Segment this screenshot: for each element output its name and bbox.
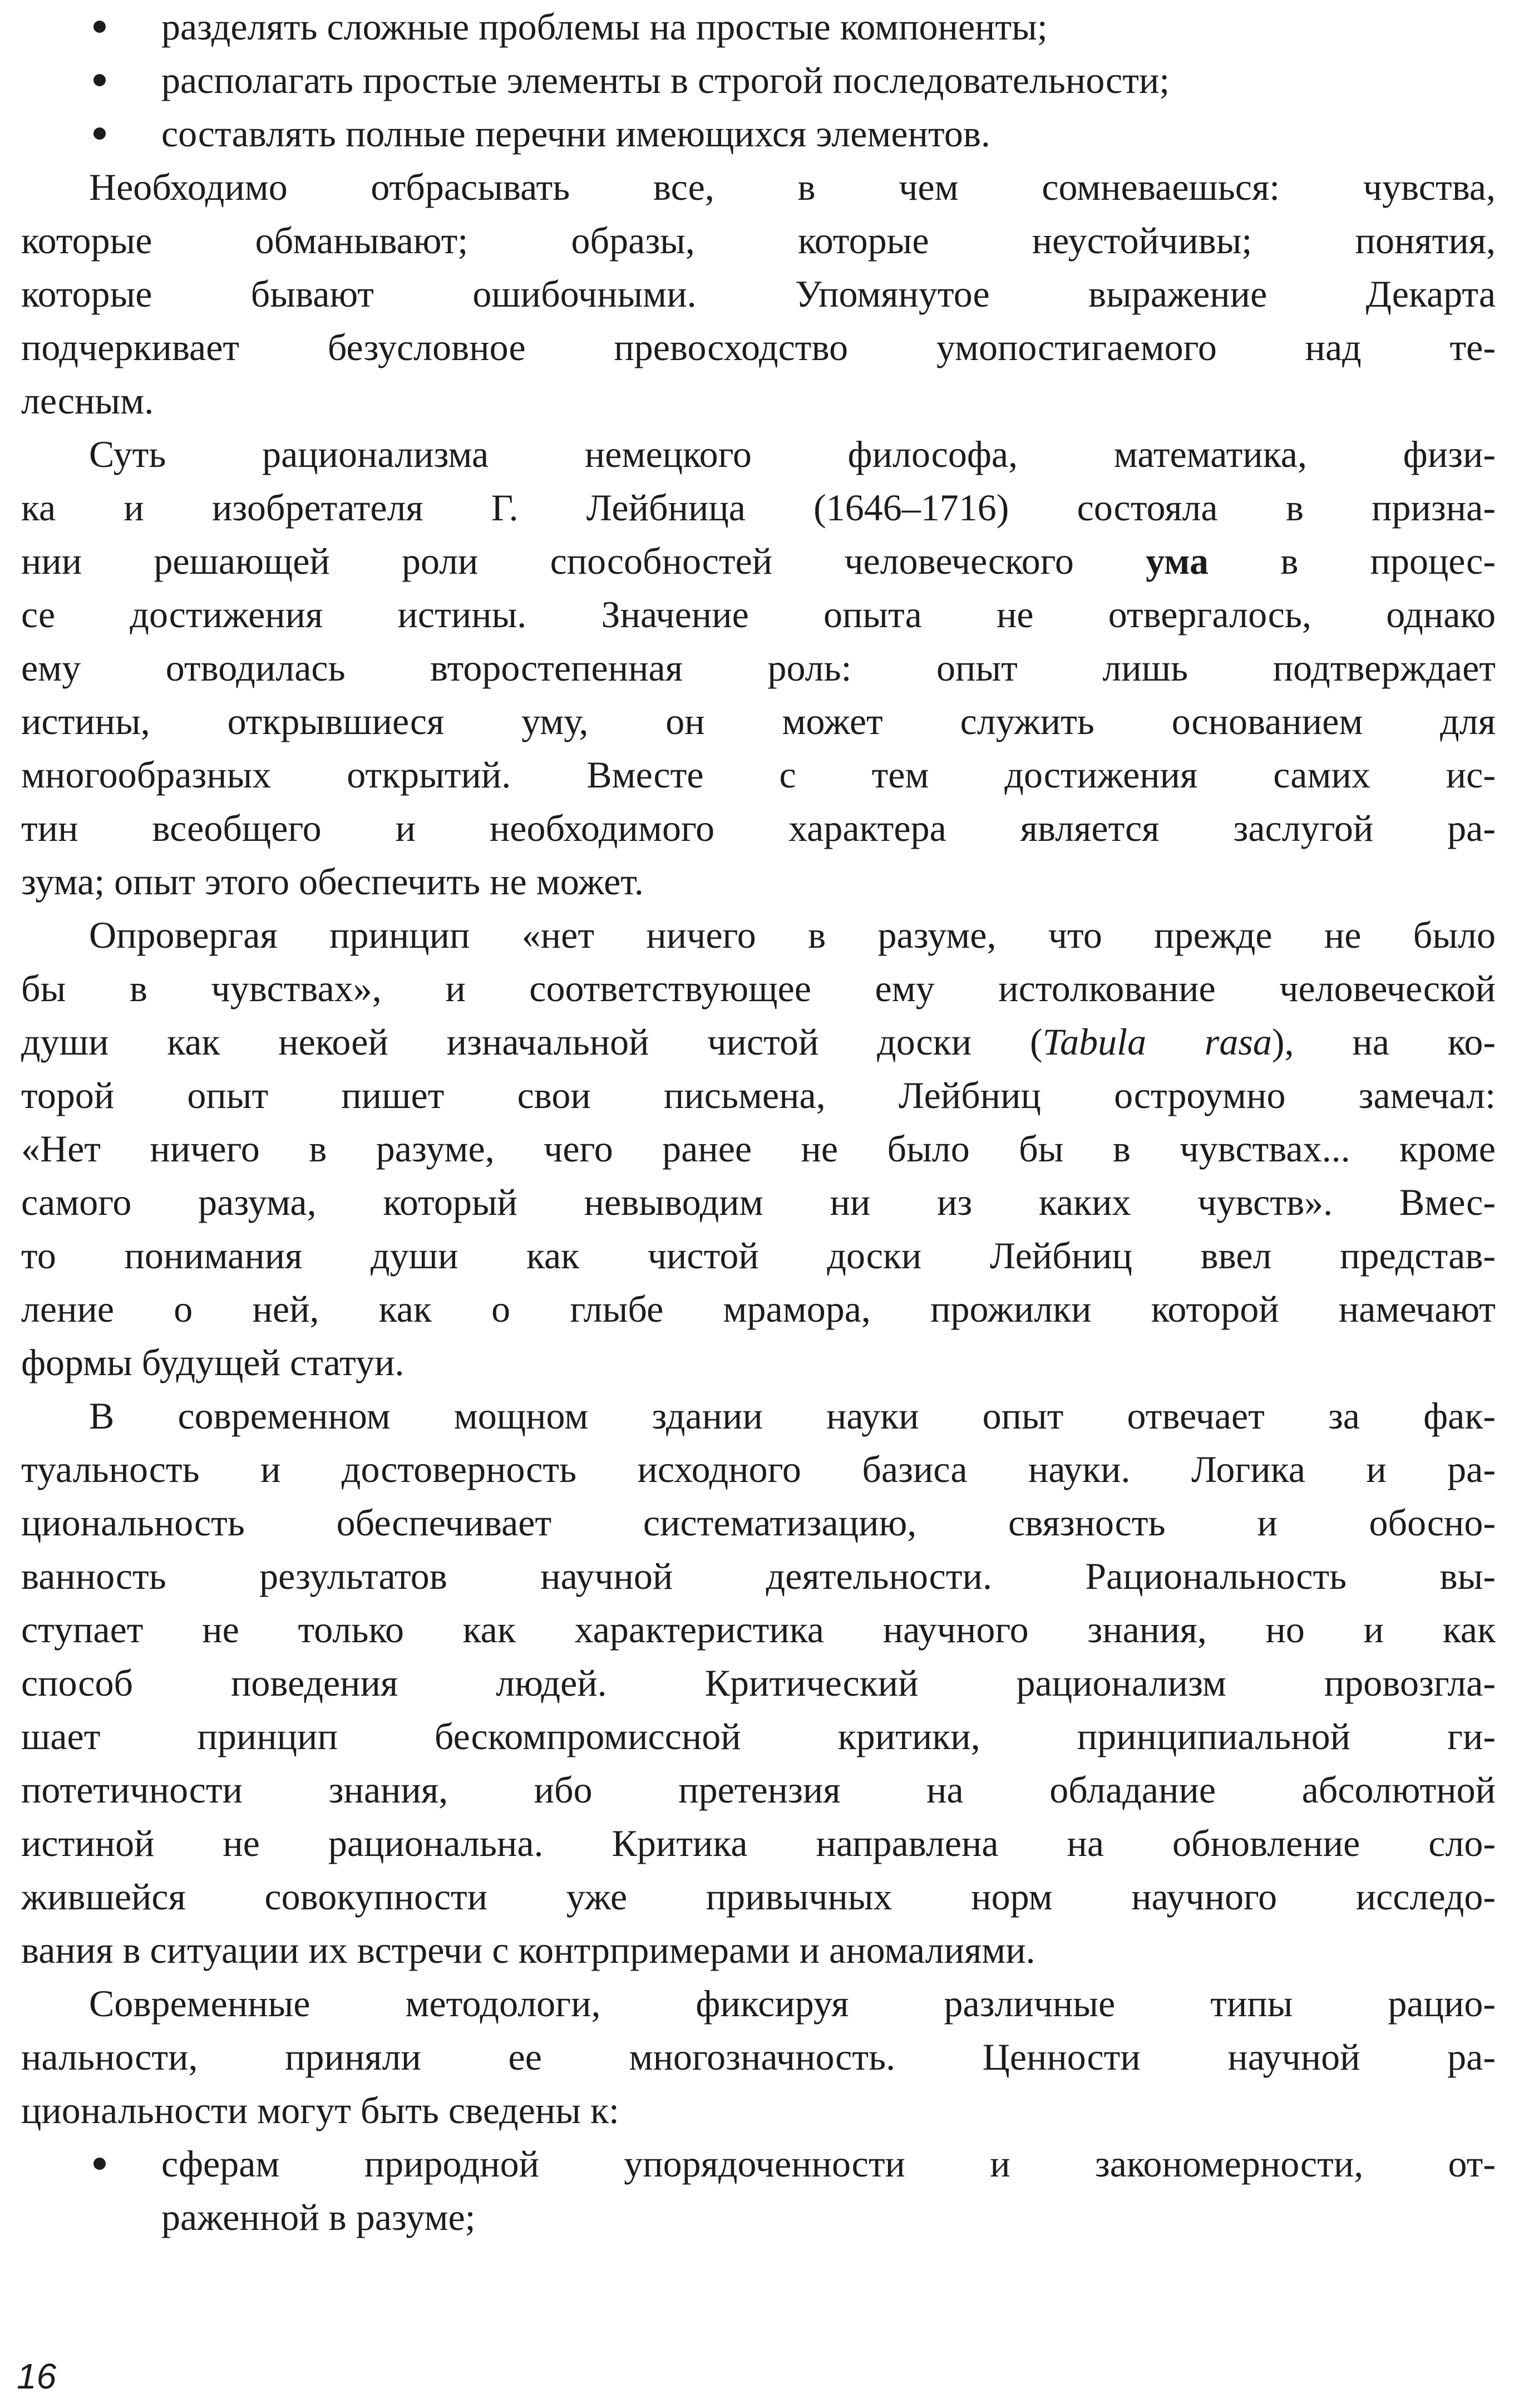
paragraph-line: которые бывают ошибочными. Упомянутое выражение Декарта bbox=[21, 273, 1496, 315]
paragraph-line: циональности могут быть сведены к: bbox=[21, 2089, 619, 2131]
paragraph bbox=[21, 160, 1496, 427]
paragraph-line: В современном мощном здании науки опыт отвечает за фак- bbox=[89, 1395, 1496, 1437]
text-run: в процес- bbox=[1209, 540, 1496, 582]
paragraph-line bbox=[21, 1015, 1496, 1068]
text-run: ), на ко- bbox=[1271, 1021, 1496, 1063]
italic-term: Tabula rasa bbox=[1042, 1021, 1272, 1063]
paragraph-line: потетичности знания, ибо претензия на обладание абсолютной bbox=[21, 1769, 1496, 1811]
paragraph-line: жившейся совокупности уже привычных норм научного исследо- bbox=[21, 1875, 1496, 1918]
paragraph-line: ление о ней, как о глыбе мрамора, прожилки которой намечают bbox=[21, 1288, 1496, 1330]
paragraph-line: торой опыт пишет свои письмена, Лейбниц остроумно замечал: bbox=[21, 1074, 1496, 1116]
bullet-icon bbox=[93, 2158, 106, 2170]
paragraph-line: подчеркивает безусловное превосходство умопостигаемого над те- bbox=[21, 326, 1496, 368]
bullet-icon bbox=[93, 21, 106, 33]
paragraph-line: бы в чувствах», и соответствующее ему истолкование человеческой bbox=[21, 967, 1496, 1010]
paragraph-line: циональность обеспечивает систематизацию, связность и обосно- bbox=[21, 1501, 1496, 1544]
paragraph-line: ступает не только как характеристика научного знания, но и как bbox=[21, 1608, 1496, 1651]
list-item-text: располагать простые элементы в строгой последовательности; bbox=[161, 59, 1170, 101]
list-item-line: раженной в разуме; bbox=[161, 2196, 476, 2238]
paragraph-line: тин всеобщего и необходимого характера является заслугой ра- bbox=[21, 807, 1496, 849]
bullet-icon bbox=[93, 74, 106, 86]
paragraph-line: ванность результатов научной деятельности. Рациональность вы- bbox=[21, 1555, 1496, 1597]
paragraph-line: которые обманывают; образы, которые неустойчивы; понятия, bbox=[21, 219, 1496, 262]
paragraph-line: истины, открывшиеся уму, он может служить основанием для bbox=[21, 700, 1496, 742]
paragraph-line: се достижения истины. Значение опыта не отвергалось, однако bbox=[21, 593, 1496, 636]
list-item-text: составлять полные перечни имеющихся элементов. bbox=[161, 112, 990, 155]
bold-term: ума bbox=[1146, 540, 1209, 582]
list-item bbox=[21, 53, 1496, 107]
paragraph-line: лесным. bbox=[21, 380, 154, 422]
paragraph-line: Необходимо отбрасывать все, в чем сомневаешься: чувства, bbox=[89, 166, 1496, 208]
body-text bbox=[21, 0, 1496, 2244]
paragraph bbox=[21, 427, 1496, 908]
paragraph-line: «Нет ничего в разуме, чего ранее не было бы в чувствах... кроме bbox=[21, 1127, 1496, 1170]
paragraph-line: Опровергая принцип «нет ничего в разуме, что прежде не было bbox=[89, 914, 1496, 956]
paragraph-line: Суть рационализма немецкого философа, математика, физи- bbox=[89, 433, 1496, 475]
paragraph-line bbox=[21, 534, 1496, 588]
paragraph-line: шает принцип бескомпромиссной критики, принципиальной ги- bbox=[21, 1715, 1496, 1757]
list-item bbox=[21, 2137, 1496, 2244]
paragraph bbox=[21, 1389, 1496, 1977]
paragraph-line: истиной не рациональна. Критика направлена на обновление сло- bbox=[21, 1822, 1496, 1864]
paragraph-line: многообразных открытий. Вместе с тем достижения самих ис- bbox=[21, 754, 1496, 796]
paragraph-line: то понимания души как чистой доски Лейбниц ввел представ- bbox=[21, 1234, 1496, 1277]
text-run: души как некоей изначальной чистой доски ( bbox=[21, 1021, 1043, 1063]
paragraph-line: нальности, приняли ее многозначность. Ценности научной ра- bbox=[21, 2036, 1496, 2078]
paragraph-line: вания в ситуации их встречи с контрпримерами и аномалиями. bbox=[21, 1929, 1035, 1971]
paragraph-line: ка и изобретателя Г. Лейбница (1646–1716) состояла в призна- bbox=[21, 486, 1496, 529]
bullet-icon bbox=[93, 127, 106, 140]
list-item-text: разделять сложные проблемы на простые компоненты; bbox=[161, 6, 1048, 48]
paragraph bbox=[21, 908, 1496, 1389]
text-run: нии решающей роли способностей человеческого bbox=[21, 540, 1146, 582]
paragraph-line: зума; опыт этого обеспечить не может. bbox=[21, 860, 644, 903]
page-number: 16 bbox=[17, 2356, 57, 2396]
paragraph-line: способ поведения людей. Критический рационализм провозгла- bbox=[21, 1662, 1496, 1704]
paragraph-line: самого разума, который невыводим ни из каких чувств». Вмес- bbox=[21, 1181, 1496, 1223]
paragraph-line: ему отводилась второстепенная роль: опыт лишь подтверждает bbox=[21, 647, 1496, 689]
paragraph bbox=[21, 1977, 1496, 2137]
paragraph-line: туальность и достоверность исходного базиса науки. Логика и ра- bbox=[21, 1448, 1496, 1490]
list-item bbox=[21, 107, 1496, 160]
list-item-text: сферам природной упорядоченности и закономерности, от- bbox=[161, 2143, 1496, 2185]
list-item-line bbox=[21, 2137, 1496, 2190]
paragraph-line: формы будущей статуи. bbox=[21, 1341, 405, 1383]
paragraph-line: Современные методологи, фиксируя различные типы рацио- bbox=[89, 1982, 1496, 2025]
list-item bbox=[21, 0, 1496, 53]
